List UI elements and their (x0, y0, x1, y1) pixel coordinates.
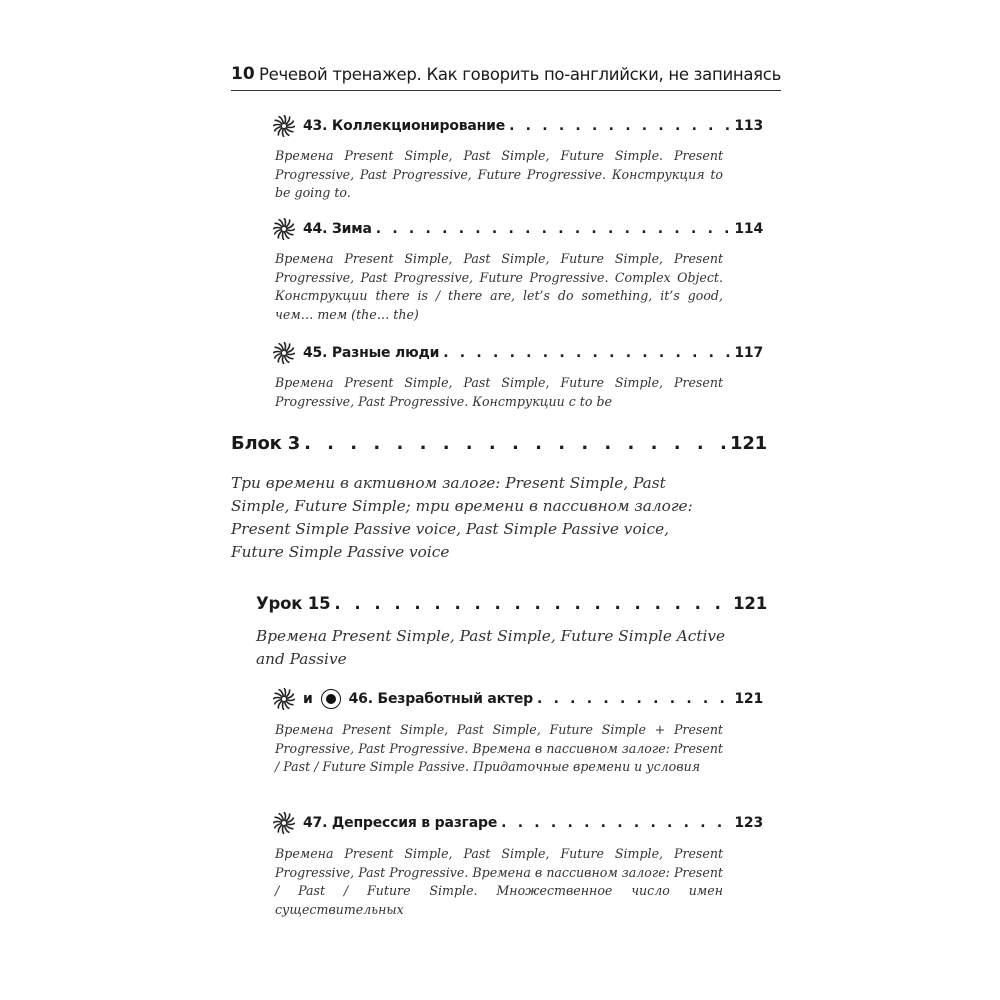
entry-description: Времена Present Simple, Past Simple, Future Simple, Present Progressive, Past Progressive. Времена в пассивном залоге: Present / Past / Future Simple. Множественное число имен существительных (275, 846, 723, 917)
book-title: Речевой тренажер. Как говорить по-английски, не запинаясь (258, 65, 781, 84)
entry-title: 46. Безработный актер (348, 691, 533, 707)
entry-description: Времена Present Simple, Past Simple, Future Simple, Present Progressive, Past Progressive. Конструкции с to be (275, 375, 723, 409)
toc-lesson-entry[interactable] (256, 594, 767, 613)
dot-leader (509, 118, 730, 134)
toc-entry[interactable] (273, 218, 763, 240)
entry-title: 47. Депрессия в разгаре (303, 815, 498, 831)
entry-title: 43. Коллекционирование (303, 118, 506, 134)
conjunction: и (303, 691, 313, 707)
toc-entry[interactable] (273, 812, 763, 834)
lesson-description: Времена Present Simple, Past Simple, Future Simple Active and Passive (256, 627, 726, 668)
entry-page: 114 (734, 221, 763, 237)
dot-leader (443, 345, 730, 361)
entry-title: 45. Разные люди (303, 345, 440, 361)
dot-leader (501, 815, 730, 831)
record-circle-icon (321, 689, 341, 709)
entry-description: Времена Present Simple, Past Simple, Future Simple + Present Progressive, Past Progressive. Времена в пассивном залоге: Present / Past / Future Simple Passive. Придаточные времени и условия (275, 722, 723, 774)
entry-page: 121 (734, 691, 763, 707)
lesson-page: 121 (733, 594, 767, 613)
entry-page: 117 (734, 345, 763, 361)
spiral-icon (273, 688, 295, 710)
toc-block-entry[interactable] (231, 433, 767, 454)
toc-entry[interactable] (273, 115, 763, 137)
block-page: 121 (730, 433, 767, 454)
entry-page: 123 (734, 815, 763, 831)
dot-leader (304, 433, 726, 454)
dot-leader (537, 691, 730, 707)
entry-page: 113 (734, 118, 763, 134)
dot-leader (334, 594, 729, 613)
running-header (231, 62, 781, 91)
spiral-icon (273, 115, 295, 137)
entry-description: Времена Present Simple, Past Simple, Future Simple. Present Progressive, Past Progressive, Future Progressive. Конструкция to be going to. (275, 148, 723, 200)
entry-title: 44. Зима (303, 221, 372, 237)
spiral-icon (273, 812, 295, 834)
toc-entry[interactable] (273, 342, 763, 364)
block-title: Блок 3 (231, 433, 301, 454)
spiral-icon (273, 218, 295, 240)
entry-description: Времена Present Simple, Past Simple, Future Simple, Present Progressive, Past Progressive, Future Progressive. Complex Object. Конструкции there is / there are, let’s do something, it’s good, чем… тем (the… the) (275, 251, 723, 322)
spiral-icon (273, 342, 295, 364)
toc-entry[interactable] (273, 688, 763, 710)
page-number: 10 (231, 64, 255, 84)
dot-leader (376, 221, 731, 237)
block-description: Три времени в активном залоге: Present Simple, Past Simple, Future Simple; три времени в пассивном залоге: Present Simple Passive voice, Past Simple Passive voice, Future Simple Passive voice (231, 474, 693, 561)
lesson-title: Урок 15 (256, 594, 331, 613)
